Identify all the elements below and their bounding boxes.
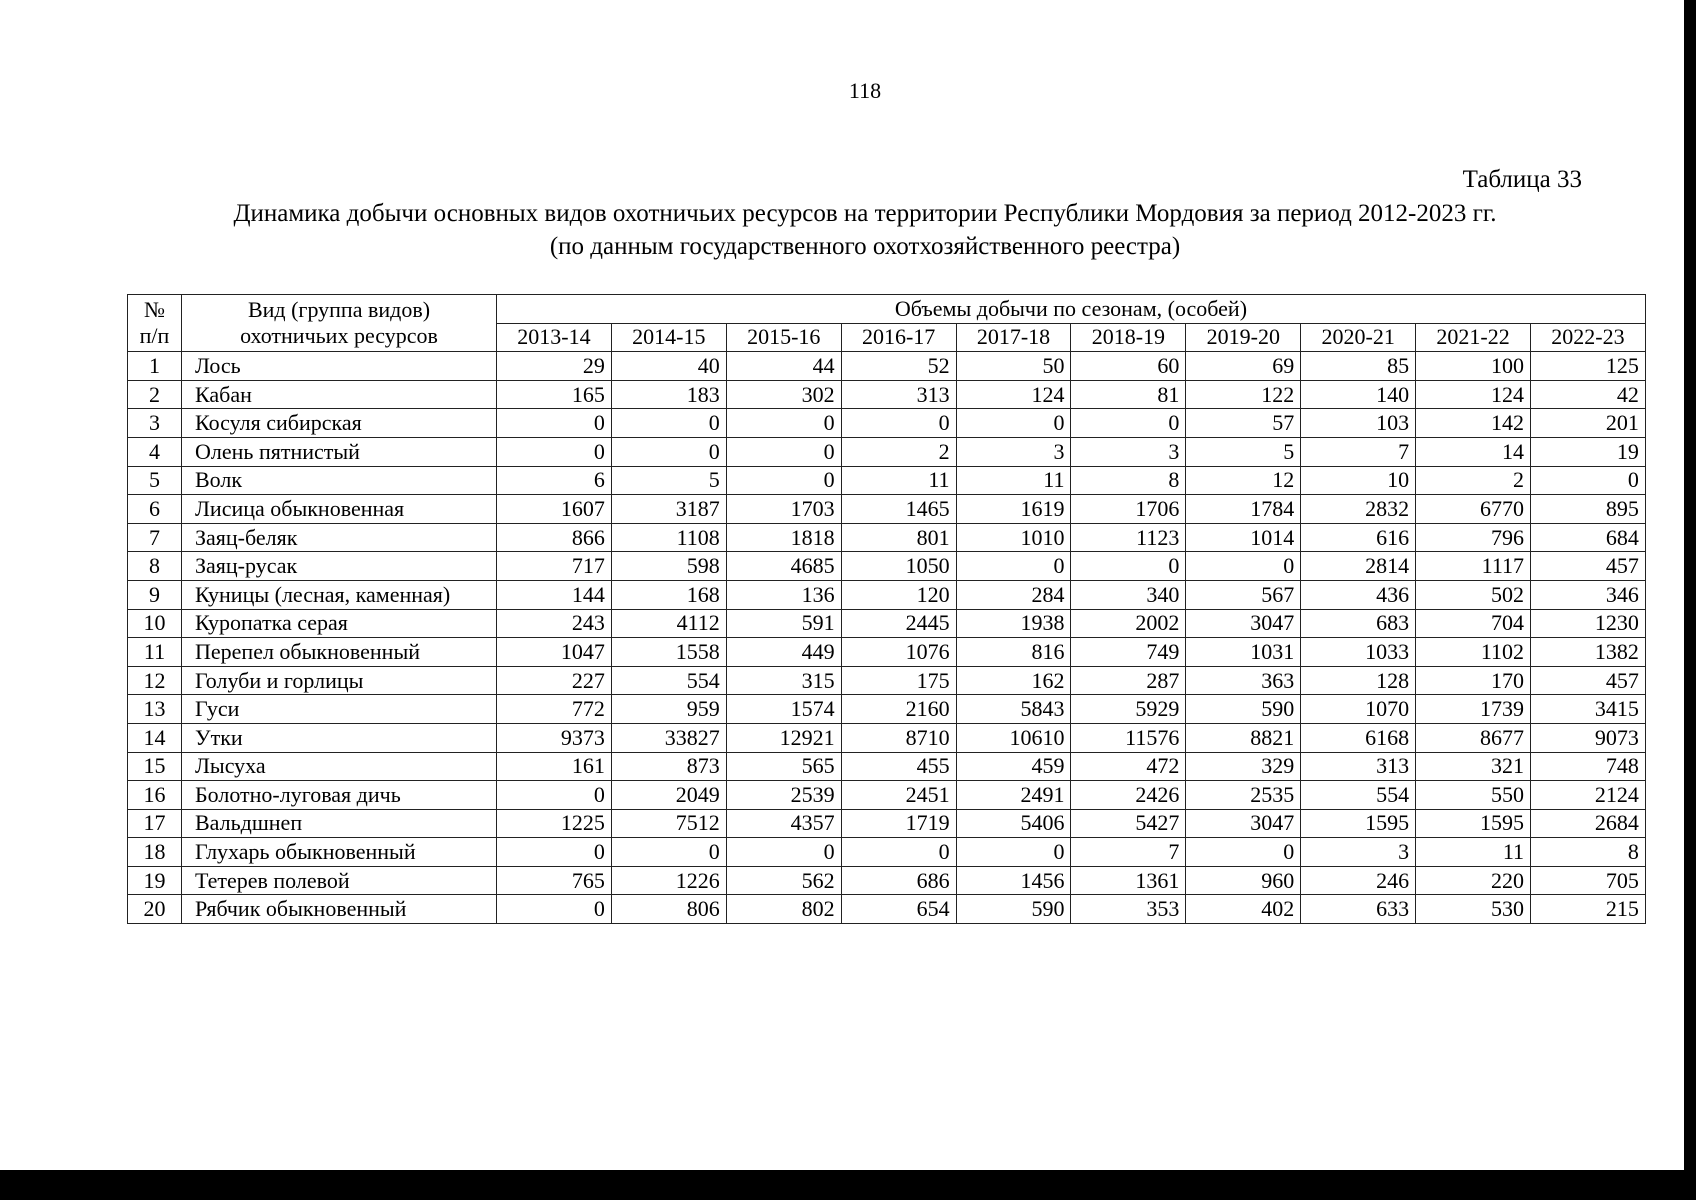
harvest-value: 3 — [1071, 437, 1186, 466]
species-name: Перепел обыкновенный — [182, 638, 497, 667]
harvest-value: 554 — [611, 666, 726, 695]
harvest-value: 717 — [497, 552, 612, 581]
harvest-value: 1361 — [1071, 866, 1186, 895]
harvest-value: 175 — [841, 666, 956, 695]
harvest-value: 6770 — [1416, 495, 1531, 524]
harvest-value: 2814 — [1301, 552, 1416, 581]
harvest-value: 2832 — [1301, 495, 1416, 524]
table-row — [128, 638, 1646, 667]
harvest-value: 9073 — [1531, 723, 1646, 752]
harvest-value: 684 — [1531, 523, 1646, 552]
harvest-value: 0 — [956, 409, 1071, 438]
harvest-value: 5427 — [1071, 809, 1186, 838]
harvest-value: 0 — [497, 437, 612, 466]
species-name: Лысуха — [182, 752, 497, 781]
table-subtitle: (по данным государственного охотхозяйственного реестра) — [549, 233, 1181, 260]
harvest-value: 2 — [1416, 466, 1531, 495]
harvest-value: 567 — [1186, 580, 1301, 609]
harvest-value: 125 — [1531, 352, 1646, 381]
harvest-value: 590 — [956, 895, 1071, 924]
harvest-value: 2451 — [841, 781, 956, 810]
species-name: Заяц-русак — [182, 552, 497, 581]
table-row — [128, 495, 1646, 524]
row-number: 15 — [128, 752, 182, 781]
harvest-value: 0 — [956, 838, 1071, 867]
row-number: 19 — [128, 866, 182, 895]
row-number: 17 — [128, 809, 182, 838]
harvest-value: 329 — [1186, 752, 1301, 781]
harvest-value: 455 — [841, 752, 956, 781]
table-label: Таблица 33 — [1462, 166, 1582, 193]
harvest-value: 0 — [611, 437, 726, 466]
row-number: 3 — [128, 409, 182, 438]
harvest-value: 5843 — [956, 695, 1071, 724]
harvest-value: 654 — [841, 895, 956, 924]
harvest-value: 161 — [497, 752, 612, 781]
harvest-value: 0 — [841, 409, 956, 438]
harvest-value: 1070 — [1301, 695, 1416, 724]
table-title: Динамика добычи основных видов охотничьих ресурсов на территории Республики Мордовия за период 2012-2023 гг. — [233, 200, 1497, 227]
harvest-value: 162 — [956, 666, 1071, 695]
harvest-value: 3047 — [1186, 809, 1301, 838]
harvest-value: 5406 — [956, 809, 1071, 838]
harvest-value: 0 — [497, 838, 612, 867]
harvest-value: 1226 — [611, 866, 726, 895]
harvest-value: 457 — [1531, 666, 1646, 695]
harvest-value: 1108 — [611, 523, 726, 552]
harvest-value: 0 — [611, 409, 726, 438]
species-name: Вальдшнеп — [182, 809, 497, 838]
harvest-value: 765 — [497, 866, 612, 895]
table-row — [128, 781, 1646, 810]
harvest-value: 346 — [1531, 580, 1646, 609]
harvest-table — [127, 294, 1646, 924]
species-name: Волк — [182, 466, 497, 495]
species-name: Лисица обыкновенная — [182, 495, 497, 524]
table-row — [128, 609, 1646, 638]
row-number: 14 — [128, 723, 182, 752]
harvest-value: 12921 — [726, 723, 841, 752]
harvest-value: 1102 — [1416, 638, 1531, 667]
row-number: 12 — [128, 666, 182, 695]
harvest-value: 183 — [611, 380, 726, 409]
harvest-value: 866 — [497, 523, 612, 552]
harvest-value: 120 — [841, 580, 956, 609]
harvest-value: 29 — [497, 352, 612, 381]
harvest-value: 6168 — [1301, 723, 1416, 752]
harvest-value: 1225 — [497, 809, 612, 838]
harvest-value: 215 — [1531, 895, 1646, 924]
harvest-value: 550 — [1416, 781, 1531, 810]
species-name: Заяц-беляк — [182, 523, 497, 552]
harvest-value: 246 — [1301, 866, 1416, 895]
species-name: Голуби и горлицы — [182, 666, 497, 695]
harvest-value: 7 — [1071, 838, 1186, 867]
row-number: 16 — [128, 781, 182, 810]
harvest-value: 7 — [1301, 437, 1416, 466]
harvest-value: 4685 — [726, 552, 841, 581]
table-row — [128, 723, 1646, 752]
species-name: Куропатка серая — [182, 609, 497, 638]
harvest-value: 2491 — [956, 781, 1071, 810]
harvest-value: 459 — [956, 752, 1071, 781]
harvest-value: 0 — [1531, 466, 1646, 495]
harvest-value: 0 — [1071, 409, 1186, 438]
harvest-value: 313 — [841, 380, 956, 409]
harvest-value: 8710 — [841, 723, 956, 752]
harvest-value: 590 — [1186, 695, 1301, 724]
harvest-value: 816 — [956, 638, 1071, 667]
harvest-value: 2535 — [1186, 781, 1301, 810]
species-name: Косуля сибирская — [182, 409, 497, 438]
harvest-value: 8 — [1071, 466, 1186, 495]
harvest-value: 287 — [1071, 666, 1186, 695]
harvest-value: 10 — [1301, 466, 1416, 495]
harvest-value: 142 — [1416, 409, 1531, 438]
row-number: 7 — [128, 523, 182, 552]
season-header: 2021-22 — [1416, 323, 1531, 352]
season-header: 2015-16 — [726, 323, 841, 352]
harvest-value: 959 — [611, 695, 726, 724]
harvest-value: 321 — [1416, 752, 1531, 781]
harvest-value: 705 — [1531, 866, 1646, 895]
table-row — [128, 437, 1646, 466]
harvest-value: 8677 — [1416, 723, 1531, 752]
row-number: 8 — [128, 552, 182, 581]
harvest-value: 1595 — [1416, 809, 1531, 838]
harvest-value: 633 — [1301, 895, 1416, 924]
harvest-value: 3 — [956, 437, 1071, 466]
harvest-value: 436 — [1301, 580, 1416, 609]
table-row — [128, 895, 1646, 924]
harvest-value: 3 — [1301, 838, 1416, 867]
row-number: 20 — [128, 895, 182, 924]
harvest-value: 52 — [841, 352, 956, 381]
row-number: 1 — [128, 352, 182, 381]
season-header: 2022-23 — [1531, 323, 1646, 352]
harvest-value: 2160 — [841, 695, 956, 724]
harvest-value: 1595 — [1301, 809, 1416, 838]
season-header: 2014-15 — [611, 323, 726, 352]
harvest-value: 1033 — [1301, 638, 1416, 667]
harvest-value: 960 — [1186, 866, 1301, 895]
harvest-value: 565 — [726, 752, 841, 781]
row-number: 4 — [128, 437, 182, 466]
harvest-value: 748 — [1531, 752, 1646, 781]
table-row — [128, 352, 1646, 381]
harvest-value: 1014 — [1186, 523, 1301, 552]
harvest-value: 806 — [611, 895, 726, 924]
row-number: 2 — [128, 380, 182, 409]
harvest-value: 704 — [1416, 609, 1531, 638]
table-row — [128, 809, 1646, 838]
table-row — [128, 666, 1646, 695]
harvest-value: 1117 — [1416, 552, 1531, 581]
harvest-value: 402 — [1186, 895, 1301, 924]
row-number: 18 — [128, 838, 182, 867]
harvest-value: 449 — [726, 638, 841, 667]
harvest-value: 530 — [1416, 895, 1531, 924]
harvest-value: 5929 — [1071, 695, 1186, 724]
harvest-value: 1703 — [726, 495, 841, 524]
species-name: Глухарь обыкновенный — [182, 838, 497, 867]
species-name: Болотно-луговая дичь — [182, 781, 497, 810]
harvest-value: 136 — [726, 580, 841, 609]
table-row — [128, 866, 1646, 895]
harvest-value: 201 — [1531, 409, 1646, 438]
harvest-value: 2426 — [1071, 781, 1186, 810]
harvest-value: 122 — [1186, 380, 1301, 409]
harvest-value: 140 — [1301, 380, 1416, 409]
harvest-value: 0 — [1071, 552, 1186, 581]
harvest-value: 11576 — [1071, 723, 1186, 752]
harvest-value: 4357 — [726, 809, 841, 838]
harvest-value: 1818 — [726, 523, 841, 552]
species-name: Олень пятнистый — [182, 437, 497, 466]
harvest-value: 3047 — [1186, 609, 1301, 638]
harvest-value: 220 — [1416, 866, 1531, 895]
species-name: Кабан — [182, 380, 497, 409]
harvest-value: 0 — [726, 409, 841, 438]
harvest-value: 340 — [1071, 580, 1186, 609]
harvest-value: 616 — [1301, 523, 1416, 552]
harvest-value: 796 — [1416, 523, 1531, 552]
harvest-value: 2684 — [1531, 809, 1646, 838]
harvest-value: 11 — [1416, 838, 1531, 867]
species-name: Куницы (лесная, каменная) — [182, 580, 497, 609]
harvest-value: 1574 — [726, 695, 841, 724]
season-header: 2019-20 — [1186, 323, 1301, 352]
row-number: 5 — [128, 466, 182, 495]
season-header: 2016-17 — [841, 323, 956, 352]
harvest-value: 0 — [1186, 552, 1301, 581]
harvest-value: 562 — [726, 866, 841, 895]
harvest-value: 1719 — [841, 809, 956, 838]
harvest-value: 8 — [1531, 838, 1646, 867]
harvest-value: 895 — [1531, 495, 1646, 524]
harvest-value: 802 — [726, 895, 841, 924]
harvest-value: 44 — [726, 352, 841, 381]
harvest-value: 313 — [1301, 752, 1416, 781]
harvest-value: 103 — [1301, 409, 1416, 438]
harvest-value: 4112 — [611, 609, 726, 638]
harvest-value: 1619 — [956, 495, 1071, 524]
table-row — [128, 752, 1646, 781]
harvest-value: 315 — [726, 666, 841, 695]
harvest-value: 472 — [1071, 752, 1186, 781]
species-name: Лось — [182, 352, 497, 381]
harvest-value: 8821 — [1186, 723, 1301, 752]
table-row — [128, 380, 1646, 409]
table-row — [128, 838, 1646, 867]
harvest-value: 5 — [611, 466, 726, 495]
harvest-value: 2539 — [726, 781, 841, 810]
harvest-value: 772 — [497, 695, 612, 724]
harvest-value: 1031 — [1186, 638, 1301, 667]
harvest-value: 0 — [841, 838, 956, 867]
harvest-value: 100 — [1416, 352, 1531, 381]
harvest-value: 1739 — [1416, 695, 1531, 724]
harvest-value: 1076 — [841, 638, 956, 667]
harvest-value: 124 — [1416, 380, 1531, 409]
harvest-value: 683 — [1301, 609, 1416, 638]
harvest-value: 457 — [1531, 552, 1646, 581]
harvest-value: 11 — [841, 466, 956, 495]
species-name: Тетерев полевой — [182, 866, 497, 895]
harvest-value: 124 — [956, 380, 1071, 409]
season-header: 2017-18 — [956, 323, 1071, 352]
page-number: 118 — [848, 78, 882, 103]
season-header: 2018-19 — [1071, 323, 1186, 352]
harvest-value: 243 — [497, 609, 612, 638]
harvest-value: 284 — [956, 580, 1071, 609]
harvest-value: 1465 — [841, 495, 956, 524]
harvest-value: 0 — [497, 409, 612, 438]
harvest-value: 42 — [1531, 380, 1646, 409]
harvest-value: 801 — [841, 523, 956, 552]
harvest-value: 1706 — [1071, 495, 1186, 524]
harvest-value: 2445 — [841, 609, 956, 638]
harvest-value: 170 — [1416, 666, 1531, 695]
harvest-value: 1938 — [956, 609, 1071, 638]
harvest-value: 69 — [1186, 352, 1301, 381]
harvest-value: 353 — [1071, 895, 1186, 924]
harvest-value: 144 — [497, 580, 612, 609]
harvest-value: 2002 — [1071, 609, 1186, 638]
harvest-value: 1047 — [497, 638, 612, 667]
season-header: 2013-14 — [497, 323, 612, 352]
harvest-value: 10610 — [956, 723, 1071, 752]
table-body — [128, 352, 1646, 924]
harvest-value: 1456 — [956, 866, 1071, 895]
row-number: 9 — [128, 580, 182, 609]
harvest-value: 0 — [611, 838, 726, 867]
harvest-value: 0 — [726, 838, 841, 867]
harvest-value: 7512 — [611, 809, 726, 838]
header-species: Вид (группа видов) охотничьих ресурсов — [182, 295, 497, 352]
harvest-value: 19 — [1531, 437, 1646, 466]
harvest-value: 1382 — [1531, 638, 1646, 667]
harvest-value: 0 — [497, 781, 612, 810]
harvest-value: 2124 — [1531, 781, 1646, 810]
table-row — [128, 466, 1646, 495]
harvest-value: 1010 — [956, 523, 1071, 552]
harvest-value: 1123 — [1071, 523, 1186, 552]
table-row — [128, 695, 1646, 724]
table-row — [128, 409, 1646, 438]
harvest-value: 1050 — [841, 552, 956, 581]
harvest-value: 1607 — [497, 495, 612, 524]
harvest-value: 14 — [1416, 437, 1531, 466]
harvest-value: 598 — [611, 552, 726, 581]
harvest-value: 128 — [1301, 666, 1416, 695]
harvest-value: 168 — [611, 580, 726, 609]
harvest-value: 5 — [1186, 437, 1301, 466]
harvest-value: 3415 — [1531, 695, 1646, 724]
harvest-value: 1230 — [1531, 609, 1646, 638]
harvest-value: 85 — [1301, 352, 1416, 381]
table-row — [128, 523, 1646, 552]
row-number: 6 — [128, 495, 182, 524]
harvest-value: 33827 — [611, 723, 726, 752]
harvest-value: 0 — [497, 895, 612, 924]
harvest-value: 60 — [1071, 352, 1186, 381]
harvest-value: 9373 — [497, 723, 612, 752]
species-name: Рябчик обыкновенный — [182, 895, 497, 924]
harvest-value: 363 — [1186, 666, 1301, 695]
harvest-value: 0 — [726, 466, 841, 495]
harvest-value: 1784 — [1186, 495, 1301, 524]
row-number: 10 — [128, 609, 182, 638]
harvest-value: 686 — [841, 866, 956, 895]
table-row — [128, 580, 1646, 609]
harvest-value: 81 — [1071, 380, 1186, 409]
harvest-value: 2049 — [611, 781, 726, 810]
harvest-value: 57 — [1186, 409, 1301, 438]
harvest-value: 3187 — [611, 495, 726, 524]
harvest-value: 873 — [611, 752, 726, 781]
harvest-value: 165 — [497, 380, 612, 409]
harvest-value: 11 — [956, 466, 1071, 495]
harvest-value: 0 — [1186, 838, 1301, 867]
harvest-value: 0 — [726, 437, 841, 466]
table-header — [128, 295, 1646, 352]
header-row-number: № п/п — [128, 295, 182, 352]
harvest-value: 749 — [1071, 638, 1186, 667]
season-header: 2020-21 — [1301, 323, 1416, 352]
harvest-value: 227 — [497, 666, 612, 695]
harvest-value: 12 — [1186, 466, 1301, 495]
table-row — [128, 552, 1646, 581]
species-name: Гуси — [182, 695, 497, 724]
harvest-value: 6 — [497, 466, 612, 495]
harvest-value: 554 — [1301, 781, 1416, 810]
row-number: 11 — [128, 638, 182, 667]
harvest-value: 302 — [726, 380, 841, 409]
harvest-value: 0 — [956, 552, 1071, 581]
species-name: Утки — [182, 723, 497, 752]
harvest-value: 591 — [726, 609, 841, 638]
harvest-value: 40 — [611, 352, 726, 381]
header-harvest-volumes: Объемы добычи по сезонам, (особей) — [497, 295, 1646, 324]
harvest-value: 1558 — [611, 638, 726, 667]
harvest-value: 50 — [956, 352, 1071, 381]
harvest-value: 502 — [1416, 580, 1531, 609]
row-number: 13 — [128, 695, 182, 724]
harvest-value: 2 — [841, 437, 956, 466]
